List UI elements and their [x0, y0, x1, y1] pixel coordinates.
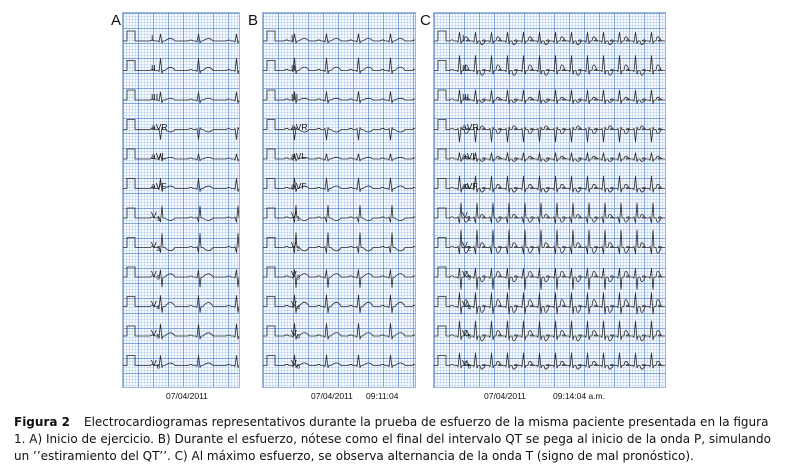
- ecg-trace-lead-2: [434, 56, 666, 76]
- lead-label: II: [151, 62, 156, 73]
- ecg-trace-lead-1: [123, 31, 240, 43]
- lead-label: $V_3$: [462, 269, 472, 282]
- lead-label: II: [291, 62, 296, 73]
- ecg-trace-lead-6: [263, 178, 416, 192]
- ecg-trace-lead-1: [434, 31, 666, 45]
- lead-label: aVL: [291, 151, 307, 161]
- lead-label: $V_5$: [291, 328, 301, 341]
- ecg-panel-a: [122, 12, 240, 388]
- lead-label: aVR: [151, 121, 168, 132]
- ecg-trace-lead-5: [123, 149, 240, 161]
- ecg-trace-lead-6: [123, 179, 240, 192]
- lead-label: aVR: [291, 121, 308, 132]
- lead-label: III: [462, 92, 470, 102]
- panel-c-time: 09:14:04 a.m.: [553, 391, 605, 401]
- ecg-panel-b: [262, 12, 416, 388]
- lead-label: I: [291, 33, 294, 43]
- ecg-trace-lead-8: [123, 234, 240, 253]
- lead-label: $V_3$: [151, 269, 161, 282]
- panel-a-date: 07/04/2011: [166, 391, 208, 401]
- ecg-trace-lead-12: [263, 355, 416, 368]
- ecg-trace-lead-4: [263, 120, 416, 141]
- ecg-trace-lead-4: [123, 120, 240, 140]
- lead-label: III: [151, 92, 159, 102]
- lead-label: $V_2$: [151, 239, 161, 253]
- lead-label: $V_6$: [151, 357, 161, 371]
- ecg-trace-lead-7: [263, 205, 416, 222]
- lead-label: $V_1$: [291, 210, 301, 223]
- ecg-trace-lead-10: [263, 295, 416, 313]
- lead-label: $V_1$: [151, 210, 161, 223]
- ecg-trace-lead-3: [123, 90, 240, 103]
- ecg-trace-lead-12: [123, 356, 240, 368]
- lead-label: aVL: [151, 151, 167, 161]
- lead-label: aVF: [462, 180, 478, 191]
- figure-caption-text: Electrocardiogramas representativos durante la prueba de esfuerzo de la misma paciente presentada en la figura 1. A) Inicio de ejercicio. B) Durante el esfuerzo, nótese como el final del intervalo QT se pega al inicio de la onda P, simulando un ’’estiramiento del QT’’. C) Al máximo esfuerzo, se observa alternancia de la onda T (signo de mal pronóstico).: [14, 415, 771, 463]
- ecg-trace-lead-7: [123, 206, 240, 222]
- ecg-traces: [263, 13, 416, 388]
- lead-label: $V_4$: [462, 298, 472, 312]
- lead-label: $V_1$: [462, 210, 472, 223]
- ecg-trace-lead-3: [263, 90, 416, 103]
- ecg-trace-lead-1: [263, 31, 416, 43]
- ecg-trace-lead-11: [123, 324, 240, 339]
- lead-label: $V_3$: [291, 269, 301, 282]
- lead-label: aVR: [462, 121, 479, 132]
- ecg-trace-lead-8: [263, 233, 416, 253]
- lead-label: aVL: [462, 151, 478, 161]
- panel-c-date: 07/04/2011: [484, 391, 526, 401]
- lead-label: I: [462, 33, 465, 43]
- lead-label: II: [462, 62, 467, 73]
- ecg-trace-lead-2: [263, 58, 416, 74]
- panel-letter-c: C: [420, 12, 431, 29]
- ecg-trace-lead-5: [263, 149, 416, 161]
- ecg-trace-lead-11: [263, 323, 416, 339]
- panel-b-time: 09:11:04: [366, 391, 399, 401]
- panel-letter-b: B: [248, 12, 259, 29]
- ecg-trace-lead-10: [123, 296, 240, 313]
- lead-label: $V_6$: [462, 357, 472, 371]
- lead-label: $V_6$: [291, 357, 301, 371]
- lead-label: $V_4$: [291, 298, 301, 312]
- lead-label: I: [151, 33, 154, 43]
- lead-label: III: [291, 92, 299, 102]
- figure-caption: [14, 414, 782, 465]
- ecg-panel-c: [433, 12, 666, 388]
- lead-label: $V_2$: [291, 239, 301, 253]
- ecg-trace-lead-9: [263, 267, 416, 288]
- lead-label: $V_2$: [462, 239, 472, 253]
- lead-label: aVF: [151, 180, 167, 191]
- ecg-trace-lead-9: [123, 267, 240, 287]
- panel-b-date: 07/04/2011: [311, 391, 353, 401]
- lead-label: $V_5$: [462, 328, 472, 341]
- panel-letter-a: A: [111, 12, 122, 29]
- ecg-trace-lead-2: [123, 59, 240, 74]
- ecg-traces: [123, 13, 240, 388]
- figure-label: Figura 2: [14, 415, 70, 429]
- lead-label: aVF: [291, 180, 307, 191]
- lead-label: $V_4$: [151, 298, 161, 312]
- lead-label: $V_5$: [151, 328, 161, 341]
